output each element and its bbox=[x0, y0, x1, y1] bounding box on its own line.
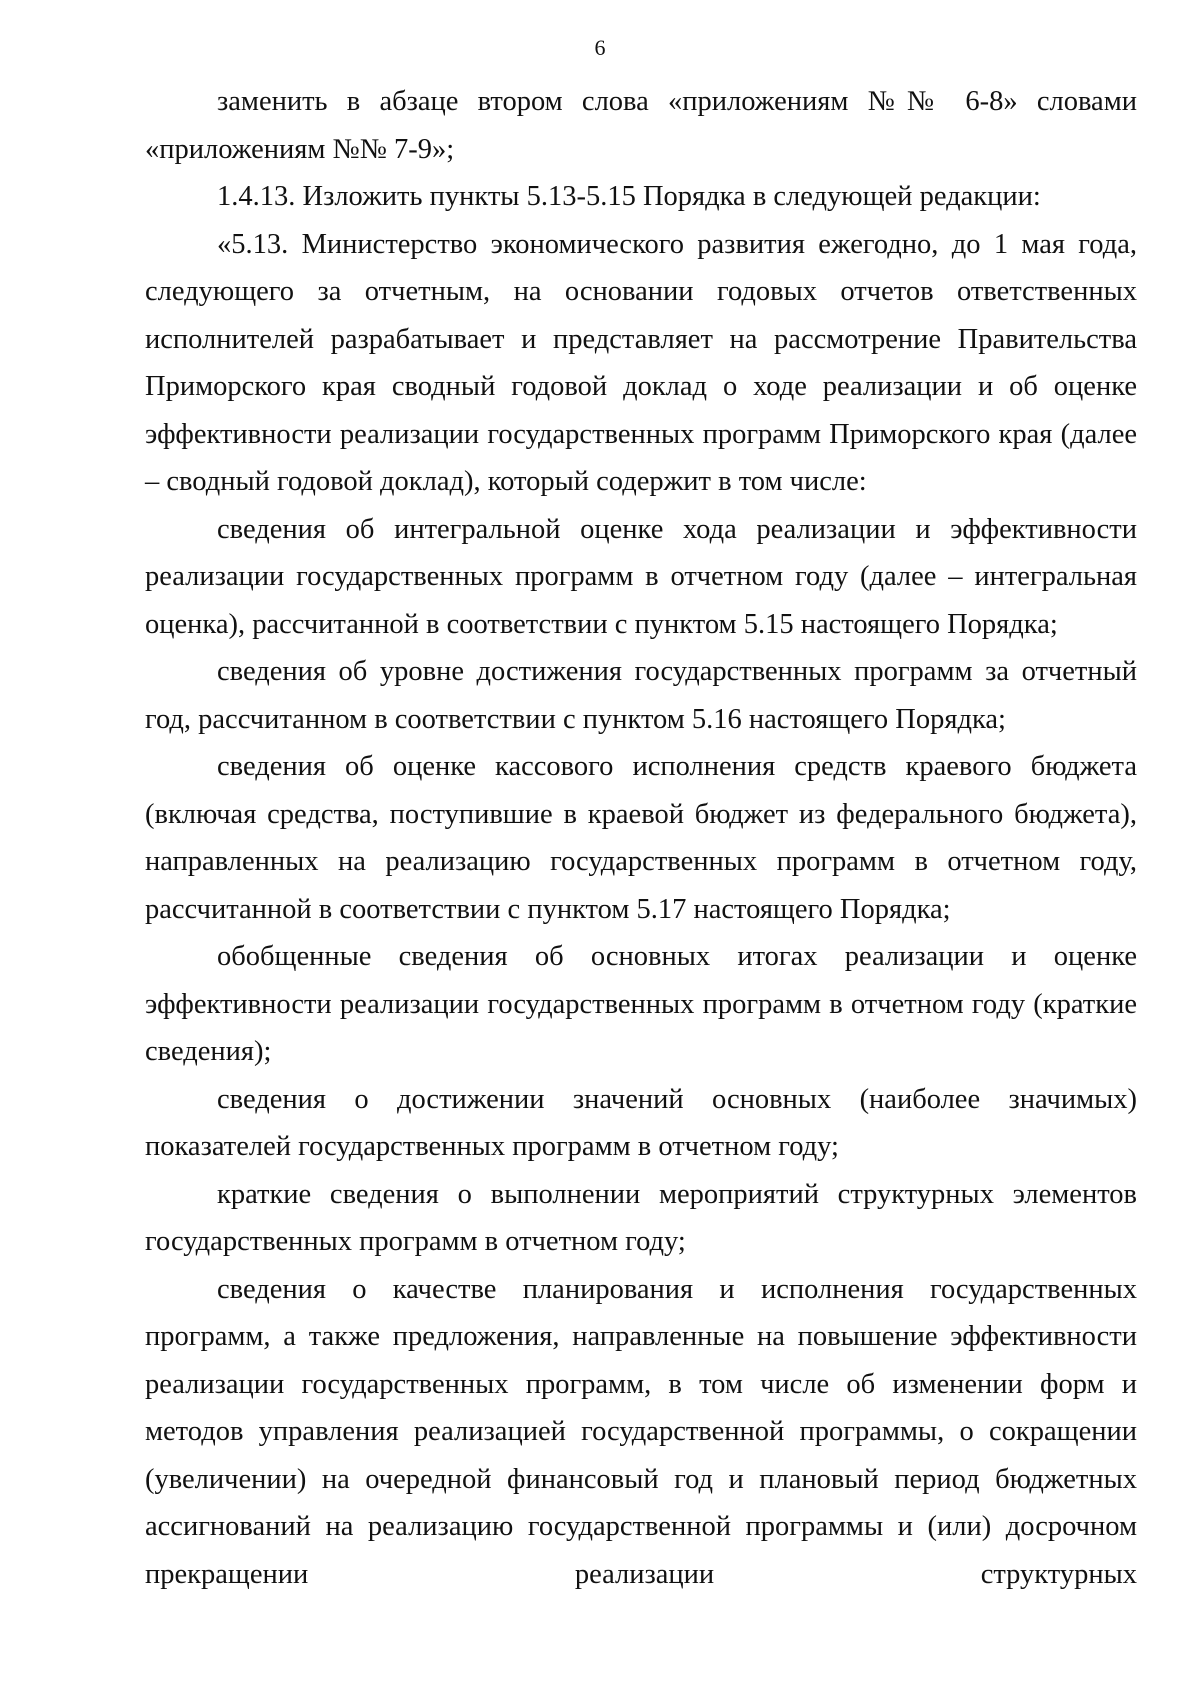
paragraph-cash-execution: сведения об оценке кассового исполнения средств краевого бюджета (включая средства, поступившие в краевой бюджет из федерального бюджета), направленных на реализацию государственных программ в отчетном году, рассчитанной в соответствии с пунктом 5.17 настоящего Порядка; bbox=[145, 751, 1137, 925]
paragraph-replace-words: заменить в абзаце втором слова «приложениям №№ 6-8» словами «приложениям №№ 7-9»; bbox=[145, 86, 1137, 165]
paragraph-integral-assessment: сведения об интегральной оценке хода реализации и эффективности реализации государственных программ в отчетном году (далее – интегральная оценка), рассчитанной в соответствии с пунктом 5.15 настоящего Порядка; bbox=[145, 513, 1137, 640]
paragraph-item-1-4-13: 1.4.13. Изложить пункты 5.13-5.15 Порядка в следующей редакции: bbox=[217, 181, 1041, 212]
paragraph-summary-results: обобщенные сведения об основных итогах реализации и оценке эффективности реализации государственных программ в отчетном году (краткие сведения); bbox=[145, 941, 1137, 1067]
paragraph-structural-elements: краткие сведения о выполнении мероприятий структурных элементов государственных программ в отчетном году; bbox=[145, 1178, 1137, 1257]
paragraph-item-5-13: «5.13. Министерство экономического развития ежегодно, до 1 мая года, следующего за отчетным, на основании годовых отчетов ответственных исполнителей разрабатывает и представляет на рассмотрение Правительства Приморского края сводный годовой доклад о ходе реализации и об оценке эффективности реализации государственных программ Приморского края (далее – сводный годовой доклад), который содержит в том числе: bbox=[145, 228, 1137, 497]
page-number: 6 bbox=[594, 35, 606, 60]
paragraph-planning-quality: сведения о качестве планирования и исполнения государственных программ, а также предложения, направленные на повышение эффективности реализации государственных программ, в том числе об изменении форм и методов управления реализацией государственной программы, о сокращении (увеличении) на очередной финансовый год и плановый период бюджетных ассигнований на реализацию государственной программы и (или) досрочном прекращении реализации структурных bbox=[145, 1273, 1137, 1590]
document-body bbox=[145, 78, 1137, 1598]
paragraph-achievement-level: сведения об уровне достижения государственных программ за отчетный год, рассчитанном в соответствии с пунктом 5.16 настоящего Порядка; bbox=[145, 656, 1137, 735]
paragraph-indicators: сведения о достижении значений основных (наиболее значимых) показателей государственных программ в отчетном году; bbox=[145, 1083, 1137, 1162]
